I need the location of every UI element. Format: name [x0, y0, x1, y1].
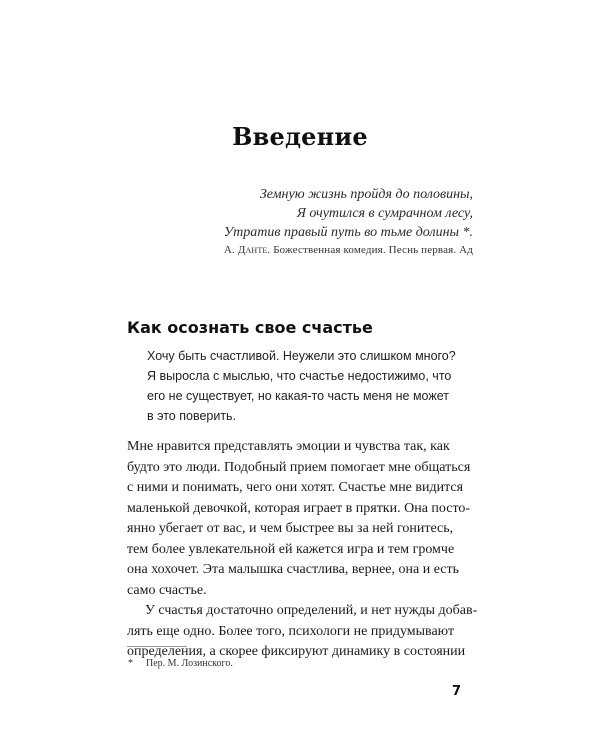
body-line: лять еще одно. Более того, психологи не придумывают: [127, 623, 455, 639]
epigraph-author: А. Данте.: [223, 244, 271, 256]
footnote-mark: *: [128, 658, 133, 669]
epigraph-work: Божественная комедия. Песнь первая. Ад: [270, 244, 473, 256]
footnote: [128, 658, 233, 669]
body-line: с ними и понимать, чего они хотят. Счастье мне видится: [127, 480, 464, 495]
body-line: она хохочет. Эта малышка счастлива, вернее, она и есть: [127, 562, 460, 577]
body-line: тем более увлекательной ей кажется игра и тем громче: [127, 541, 455, 557]
section-heading: Как осознать свое счастье: [127, 318, 373, 337]
quote-line: Я выросла с мыслью, что счастье недостижимо, что: [147, 369, 452, 383]
epigraph-line: Я очутился в сумрачном лесу,: [296, 206, 473, 221]
chapter-title: Введение: [232, 122, 368, 151]
footnote-text: Пер. М. Лозинского.: [146, 658, 233, 669]
epigraph: [143, 185, 473, 242]
quote-line: в это поверить.: [147, 409, 237, 423]
page-number: 7: [452, 684, 462, 699]
footnote-divider: [127, 646, 187, 647]
body-line: маленькой девочкой, которая играет в прятки. Она посто-: [127, 500, 471, 516]
intro-quote: [147, 346, 467, 426]
body-line: само счастье.: [127, 582, 207, 598]
quote-line: Хочу быть счастливой. Неужели это слишком много?: [147, 349, 456, 363]
body-line: будто это люди. Подобный прием помогает мне общаться: [127, 459, 471, 475]
quote-line: его не существует, но какая-то часть меня не может: [147, 389, 449, 403]
body-line: янно убегает от вас, и чем быстрее вы за ней гонитесь,: [127, 521, 454, 536]
epigraph-source: [224, 244, 473, 256]
body-line: У счастья достаточно определений, и нет нужды добав-: [145, 603, 478, 618]
body-line: Мне нравится представлять эмоции и чувства так, как: [127, 439, 450, 454]
epigraph-line: Земную жизнь пройдя до половины,: [259, 187, 473, 202]
body-line: определения, а скорее фиксируют динамику в состоянии: [127, 644, 466, 659]
epigraph-line: Утратив правый путь во тьме долины *.: [223, 225, 473, 240]
body-text: [127, 437, 478, 663]
